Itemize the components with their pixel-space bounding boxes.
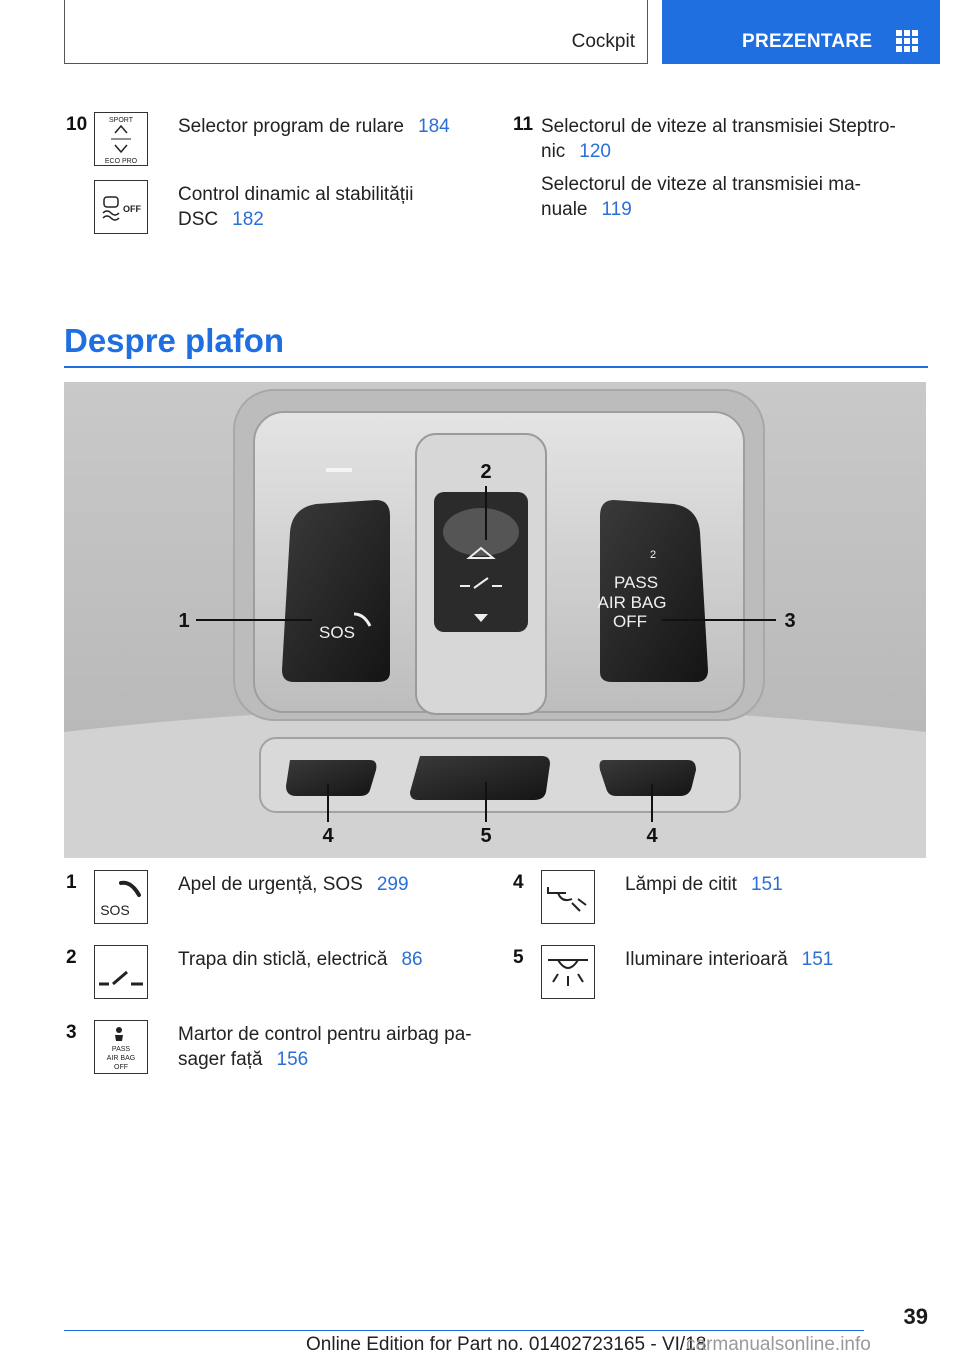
icon-label-sos: SOS xyxy=(100,902,130,918)
legend-label xyxy=(178,947,423,972)
page-number: 39 xyxy=(903,1304,928,1329)
header-section-title: Cockpit xyxy=(571,31,635,52)
interior-light-icon xyxy=(541,945,595,999)
callout-label: 3 xyxy=(784,610,796,632)
callout-label: 4 xyxy=(322,825,334,847)
legend-label-text: Iluminare interioară xyxy=(625,949,788,970)
legend-number: 2 xyxy=(66,947,77,968)
icon-label-eco-pro: ECO PRO xyxy=(104,158,138,165)
overhead-console-illustration xyxy=(64,382,926,858)
dsc-off-icon xyxy=(94,180,148,234)
item-label-line: nuale xyxy=(541,199,588,220)
sos-button-label: SOS xyxy=(319,623,355,642)
icon-label-off: OFF xyxy=(114,1064,128,1071)
item-label xyxy=(178,182,414,232)
reading-lamp-icon xyxy=(541,870,595,924)
page-ref-link[interactable]: 86 xyxy=(401,949,423,970)
header-section-box xyxy=(64,0,648,64)
item-label-line: Selectorul de viteze al transmisiei ma- xyxy=(541,174,861,195)
legend-label-text: Lămpi de citit xyxy=(625,874,737,895)
footer-watermark: carmanualsonline.info xyxy=(686,1334,871,1355)
legend-label-line: sager față xyxy=(178,1049,263,1070)
section-divider xyxy=(64,366,928,368)
legend-number: 3 xyxy=(66,1022,77,1043)
airbag-label-line2: AIR BAG xyxy=(597,593,667,612)
legend-number: 4 xyxy=(513,872,524,893)
item-label-line: nic xyxy=(541,141,566,162)
airbag-sub-label: 2 xyxy=(649,549,657,561)
icon-label-airbag: AIR BAG xyxy=(106,1055,136,1062)
legend-label xyxy=(178,1022,472,1072)
legend-label xyxy=(625,872,783,897)
legend-label-text: Apel de urgență, SOS xyxy=(178,874,363,895)
legend-number: 1 xyxy=(66,872,77,893)
passenger-airbag-off-icon xyxy=(94,1020,148,1074)
item-label xyxy=(541,114,896,164)
header-chapter-title: PREZENTARE xyxy=(742,31,873,52)
sport-eco-pro-icon xyxy=(94,112,148,166)
callout-label: 2 xyxy=(480,461,492,483)
callout-label: 1 xyxy=(178,610,190,632)
callout-label: 4 xyxy=(646,825,658,847)
page-ref-link[interactable]: 299 xyxy=(376,874,409,895)
item-label xyxy=(541,172,861,222)
grid-icon[interactable] xyxy=(896,30,918,52)
section-title: Despre plafon xyxy=(64,322,285,359)
sos-call-icon xyxy=(94,870,148,924)
legend-label-text: Trapa din sticlă, electrică xyxy=(178,949,388,970)
page-ref-link[interactable]: 182 xyxy=(232,209,264,230)
legend-label-line: Martor de control pentru airbag pa- xyxy=(178,1024,472,1045)
footer-edition: Online Edition for Part no. 01402723165 - VI/18 xyxy=(306,1334,707,1355)
item-number: 11 xyxy=(513,114,534,135)
icon-label-pass: PASS xyxy=(111,1046,131,1053)
legend-label xyxy=(625,947,833,972)
header-chapter-tab[interactable] xyxy=(662,0,940,64)
page-ref-link[interactable]: 151 xyxy=(801,949,834,970)
page-ref-link[interactable]: 119 xyxy=(601,199,632,220)
item-number: 10 xyxy=(66,114,88,135)
page-ref-link[interactable]: 120 xyxy=(579,141,611,162)
footer-divider xyxy=(64,1330,864,1331)
callout-label: 5 xyxy=(480,825,492,847)
item-label-line: Control dinamic al stabilității xyxy=(178,184,414,205)
icon-label-off: OFF xyxy=(123,204,141,214)
icon-label-sport: SPORT xyxy=(109,117,133,124)
glass-roof-icon xyxy=(94,945,148,999)
legend-label xyxy=(178,872,409,897)
item-label xyxy=(178,114,450,139)
legend-number: 5 xyxy=(513,947,524,968)
item-label-line: Selectorul de viteze al transmisiei Steptro- xyxy=(541,116,896,137)
item-label-line: DSC xyxy=(178,209,219,230)
airbag-label-line3: OFF xyxy=(613,612,647,631)
page-ref-link[interactable]: 151 xyxy=(750,874,783,895)
page-ref-link[interactable]: 184 xyxy=(418,116,450,137)
airbag-label-line1: PASS xyxy=(613,573,659,592)
item-label-text: Selector program de rulare xyxy=(178,116,404,137)
page-ref-link[interactable]: 156 xyxy=(276,1049,309,1070)
